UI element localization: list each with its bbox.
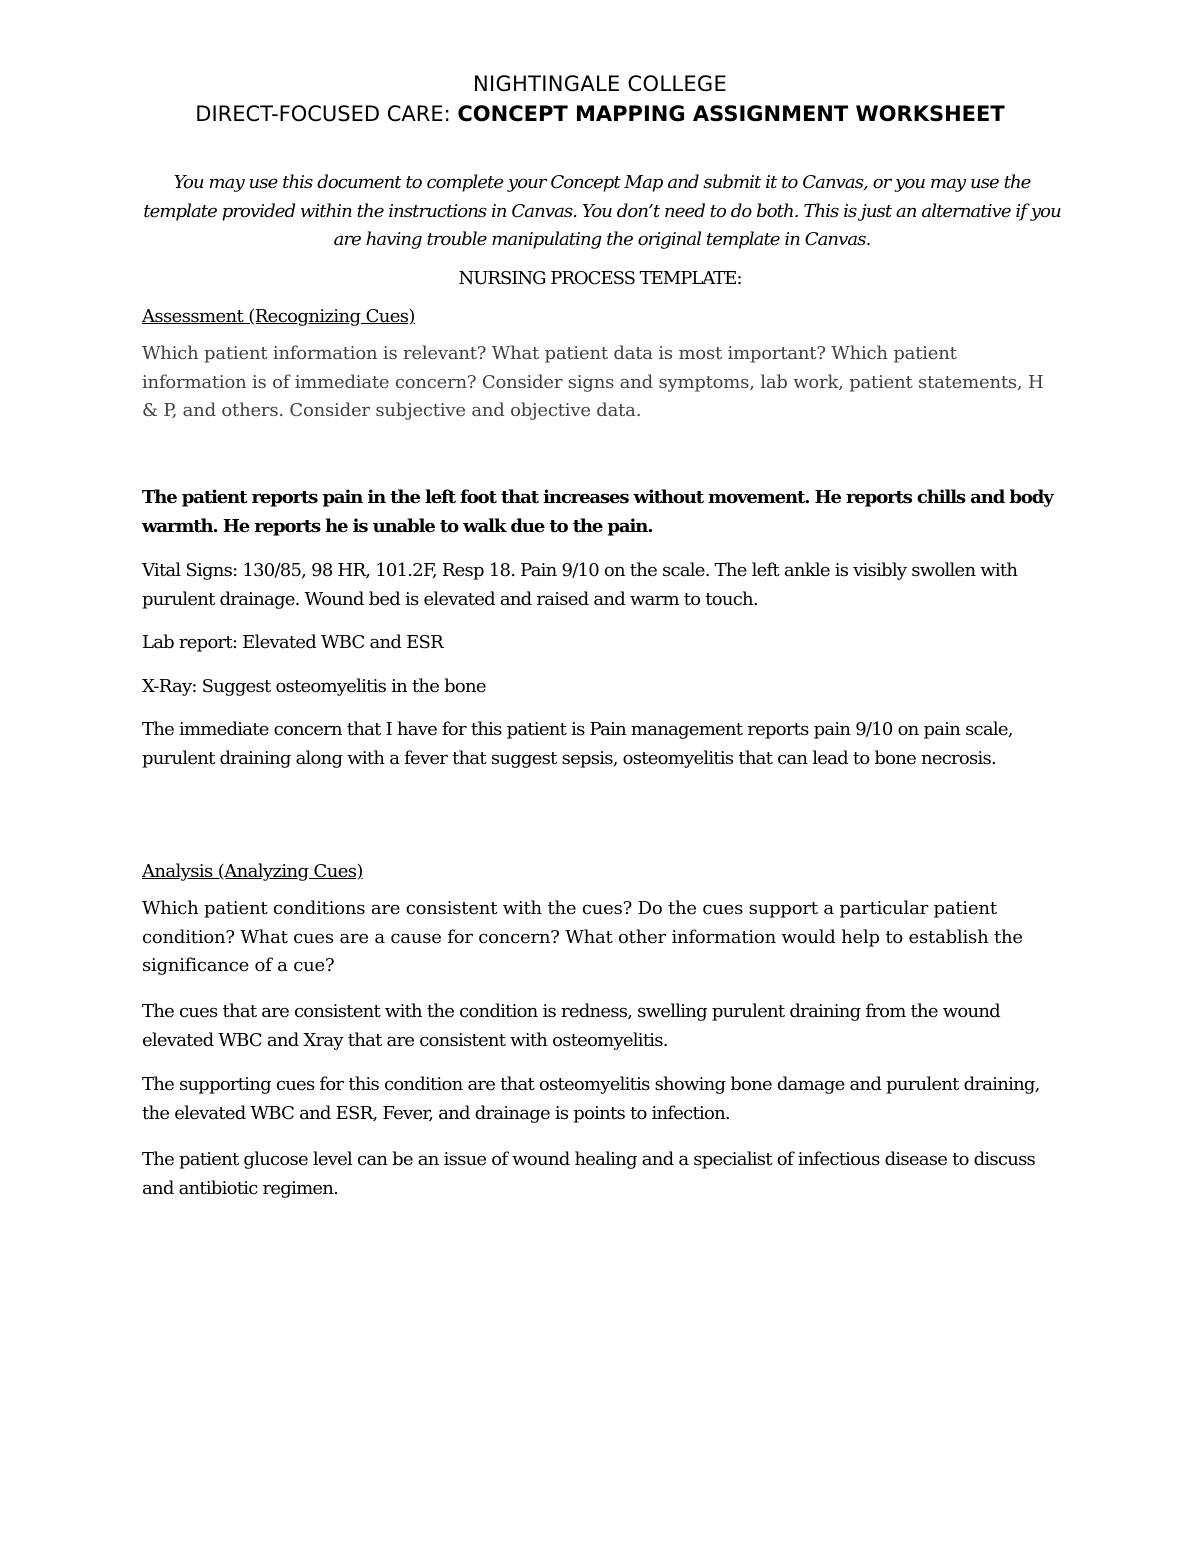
assessment-heading: Assessment (Recognizing Cues) <box>142 306 415 327</box>
college-name: NIGHTINGALE COLLEGE <box>472 72 728 96</box>
worksheet-title: CONCEPT MAPPING ASSIGNMENT WORKSHEET <box>457 102 1005 126</box>
assessment-vital-signs: Vital Signs: 130/85, 98 HR, 101.2F, Resp 18. Pain 9/10 on the scale. The left ankle is visibly swollen with purulent drainage. Wound bed is elevated and raised and warm to touch. <box>142 560 1018 610</box>
assessment-xray: X-Ray: Suggest osteomyelitis in the bone <box>142 676 486 697</box>
analysis-consistent-cues: The cues that are consistent with the condition is redness, swelling purulent draining from the wound elevated WBC and Xray that are consistent with osteomyelitis. <box>142 1001 1000 1051</box>
assessment-patient-report: The patient reports pain in the left foot that increases without movement. He reports chills and body warmth. He reports he is unable to walk due to the pain. <box>142 487 1053 537</box>
analysis-prompt: Which patient conditions are consistent with the cues? Do the cues support a particular patient condition? What cues are a cause for concern? What other information would help to establish the significance of a cue? <box>142 898 1023 976</box>
worksheet-title-line <box>0 102 1200 126</box>
analysis-glucose: The patient glucose level can be an issue of wound healing and a specialist of infectious disease to discuss and antibiotic regimen. <box>142 1149 1036 1199</box>
analysis-supporting-cues: The supporting cues for this condition are that osteomyelitis showing bone damage and purulent draining, the elevated WBC and ESR, Fever, and drainage is points to infection. <box>142 1074 1040 1124</box>
template-title: NURSING PROCESS TEMPLATE: <box>458 268 742 289</box>
assessment-prompt: Which patient information is relevant? What patient data is most important? Which patient information is of immediate concern? Consider signs and symptoms, lab work, patient statements, H & P, and others. Consider subjective and objective data. <box>142 343 1044 421</box>
course-prefix: DIRECT-FOCUSED CARE: <box>195 102 458 126</box>
intro-instructions: You may use this document to complete your Concept Map and submit it to Canvas, or you may use the template provided within the instructions in Canvas. You don’t need to do both. This is just an alternative if you are having trouble manipulating the original template in Canvas. <box>143 172 1061 250</box>
analysis-heading: Analysis (Analyzing Cues) <box>142 861 363 882</box>
assessment-lab-report: Lab report: Elevated WBC and ESR <box>142 632 443 653</box>
assessment-immediate-concern: The immediate concern that I have for this patient is Pain management reports pain 9/10 on pain scale, purulent draining along with a fever that suggest sepsis, osteomyelitis that can lead to bone necrosis. <box>142 719 1013 769</box>
